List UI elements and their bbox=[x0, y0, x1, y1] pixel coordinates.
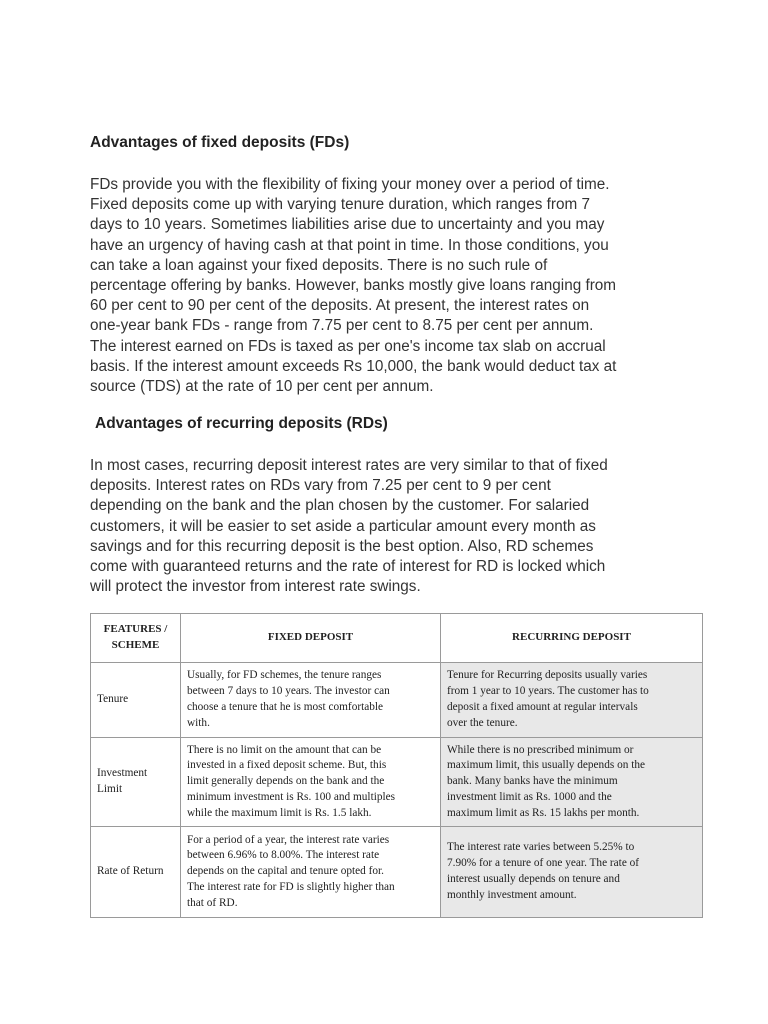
cell-line: over the tenure. bbox=[447, 716, 518, 729]
table-header-row bbox=[91, 614, 703, 663]
text-line: percentage offering by banks. However, banks mostly give loans ranging from bbox=[90, 277, 617, 295]
cell-line: bank. Many banks have the minimum bbox=[447, 775, 618, 788]
cell-line: Usually, for FD schemes, the tenure ranges bbox=[187, 669, 382, 682]
cell-line: choose a tenure that he is most comfortable bbox=[187, 701, 384, 713]
cell-line: with. bbox=[187, 716, 210, 729]
text-line: will protect the investor from interest rate swings. bbox=[90, 578, 421, 596]
text-line: Fixed deposits come up with varying tenure duration, which ranges from 7 bbox=[90, 196, 590, 214]
rd-cell bbox=[441, 738, 703, 827]
cell-line: investment limit as Rs. 1000 and the bbox=[447, 790, 612, 803]
cell-line: minimum investment is Rs. 100 and multiples bbox=[187, 790, 396, 803]
cell-line: Limit bbox=[97, 783, 123, 795]
comparison-table bbox=[90, 613, 703, 918]
cell-line: Tenure bbox=[97, 693, 129, 706]
cell-line: 7.90% for a tenure of one year. The rate of bbox=[447, 857, 640, 870]
text-line: can take a loan against your fixed deposits. There is no such rule of bbox=[90, 256, 548, 274]
cell-line: between 6.96% to 8.00%. The interest rate bbox=[187, 849, 380, 862]
cell-line: maximum limit, this usually depends on the bbox=[447, 759, 645, 772]
table-row bbox=[91, 663, 703, 738]
cell-line: from 1 year to 10 years. The customer has to bbox=[447, 685, 649, 698]
feature-cell bbox=[91, 738, 181, 827]
fd-cell bbox=[181, 738, 441, 827]
text-line: come with guaranteed returns and the rate of interest for RD is locked which bbox=[90, 558, 606, 576]
text-line: source (TDS) at the rate of 10 per cent per annum. bbox=[90, 378, 434, 396]
header-features-line: FEATURES / bbox=[103, 623, 168, 636]
text-line: 60 per cent to 90 per cent of the deposits. At present, the interest rates on bbox=[90, 297, 590, 315]
text-line: In most cases, recurring deposit interest rates are very similar to that of fixed bbox=[90, 457, 608, 474]
cell-line: monthly investment amount. bbox=[447, 888, 577, 901]
cell-line: There is no limit on the amount that can be bbox=[187, 743, 382, 756]
cell-line: maximum limit as Rs. 15 lakhs per month. bbox=[447, 806, 640, 819]
cell-line: between 7 days to 10 years. The investor can bbox=[187, 685, 390, 698]
table-row bbox=[91, 827, 703, 918]
cell-line: The interest rate varies between 5.25% to bbox=[447, 841, 635, 854]
fd-cell bbox=[181, 663, 441, 738]
header-features bbox=[91, 614, 181, 663]
cell-line: While there is no prescribed minimum or bbox=[447, 743, 634, 756]
text-line: customers, it will be easier to set aside a particular amount every month as bbox=[90, 517, 596, 535]
text-line: one-year bank FDs - range from 7.75 per cent to 8.75 per cent per annum. bbox=[90, 317, 594, 335]
text-line: savings and for this recurring deposit is the best option. Also, RD schemes bbox=[90, 537, 594, 555]
cell-line: For a period of a year, the interest rate varies bbox=[187, 833, 390, 846]
cell-line: Tenure for Recurring deposits usually varies bbox=[447, 669, 648, 682]
cell-line: interest usually depends on tenure and bbox=[447, 873, 620, 885]
text-line: have an urgency of having cash at that point in time. In those conditions, you bbox=[90, 236, 609, 254]
text-line: deposits. Interest rates on RDs vary from 7.25 per cent to 9 per cent bbox=[90, 477, 551, 495]
table-row bbox=[91, 738, 703, 827]
text-line: basis. If the interest amount exceeds Rs 10,000, the bank would deduct tax at bbox=[90, 357, 617, 375]
cell-line: deposit a fixed amount at regular intervals bbox=[447, 701, 638, 713]
cell-line: limit generally depends on the bank and the bbox=[187, 775, 385, 788]
fd-cell bbox=[181, 827, 441, 918]
text-line: days to 10 years. Sometimes liabilities arise due to uncertainty and you may bbox=[90, 216, 605, 234]
text-line: The interest earned on FDs is taxed as per one's income tax slab on accrual bbox=[90, 337, 606, 355]
header-recurring-deposit: RECURRING DEPOSIT bbox=[441, 614, 703, 663]
header-features-line: SCHEME bbox=[111, 639, 160, 651]
cell-line: The interest rate for FD is slightly higher than bbox=[187, 880, 395, 893]
cell-line: while the maximum limit is Rs. 1.5 lakh. bbox=[187, 806, 372, 819]
rd-paragraph bbox=[90, 456, 690, 597]
text-line: depending on the bank and the plan chosen by the customer. For salaried bbox=[90, 497, 590, 515]
fd-paragraph bbox=[90, 175, 690, 397]
feature-cell bbox=[91, 827, 181, 918]
cell-line: that of RD. bbox=[187, 896, 238, 909]
text-line: FDs provide you with the flexibility of fixing your money over a period of time. bbox=[90, 176, 610, 193]
header-fixed-deposit: FIXED DEPOSIT bbox=[181, 614, 441, 663]
fd-heading: Advantages of fixed deposits (FDs) bbox=[90, 134, 350, 151]
cell-line: Investment bbox=[97, 767, 148, 780]
rd-cell bbox=[441, 827, 703, 918]
rd-cell bbox=[441, 663, 703, 738]
cell-line: Rate of Return bbox=[97, 865, 164, 878]
cell-line: depends on the capital and tenure opted for. bbox=[187, 865, 385, 878]
feature-cell bbox=[91, 663, 181, 738]
rd-heading: Advantages of recurring deposits (RDs) bbox=[95, 415, 388, 432]
cell-line: invested in a fixed deposit scheme. But, this bbox=[187, 759, 387, 772]
